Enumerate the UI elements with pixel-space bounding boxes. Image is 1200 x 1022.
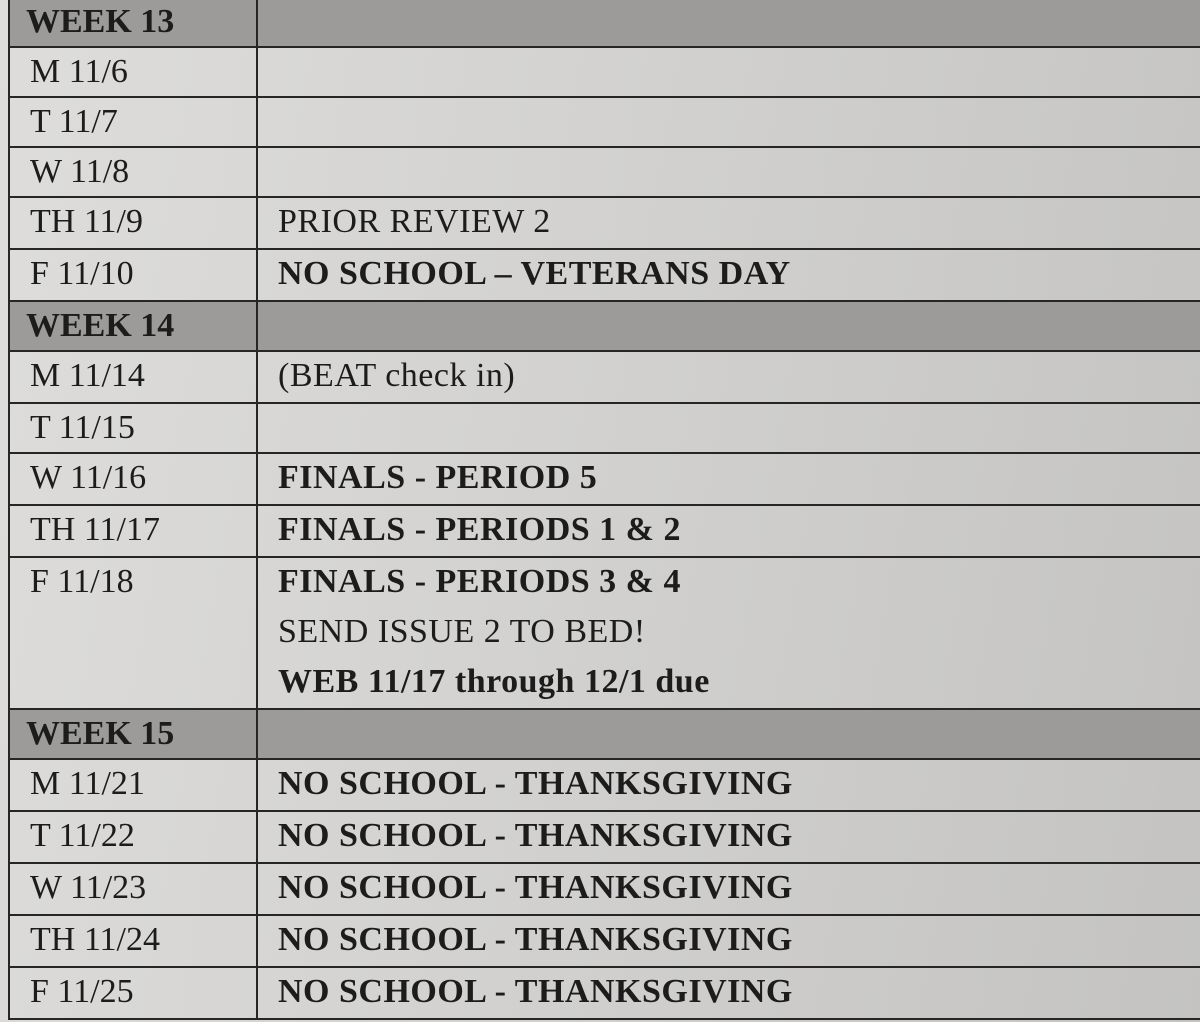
event-text: NO SCHOOL - THANKSGIVING bbox=[278, 921, 793, 958]
day-row bbox=[9, 97, 1200, 147]
day-row bbox=[9, 759, 1200, 811]
event-text: FINALS - PERIODS 1 & 2 bbox=[278, 511, 681, 548]
day-events bbox=[257, 505, 1200, 557]
day-events bbox=[257, 453, 1200, 505]
day-row bbox=[9, 197, 1200, 249]
day-row bbox=[9, 863, 1200, 915]
event-text: NO SCHOOL - THANKSGIVING bbox=[278, 765, 793, 802]
day-date: W 11/16 bbox=[9, 453, 257, 505]
day-events bbox=[257, 403, 1200, 453]
week-header-blank bbox=[257, 709, 1200, 759]
schedule-table bbox=[8, 0, 1200, 1020]
day-events bbox=[257, 147, 1200, 197]
event-text: NO SCHOOL - THANKSGIVING bbox=[278, 973, 793, 1010]
day-events bbox=[257, 915, 1200, 967]
day-date: F 11/18 bbox=[9, 557, 257, 709]
day-date: F 11/25 bbox=[9, 967, 257, 1019]
week-label: WEEK 13 bbox=[9, 0, 257, 47]
week-header-row bbox=[9, 709, 1200, 759]
day-date: TH 11/17 bbox=[9, 505, 257, 557]
day-date: TH 11/9 bbox=[9, 197, 257, 249]
event-text: FINALS - PERIOD 5 bbox=[278, 459, 598, 496]
day-row bbox=[9, 351, 1200, 403]
day-events bbox=[257, 351, 1200, 403]
day-row bbox=[9, 249, 1200, 301]
day-row bbox=[9, 147, 1200, 197]
event-text: PRIOR REVIEW 2 bbox=[278, 203, 551, 240]
day-events bbox=[257, 557, 1200, 709]
day-events bbox=[257, 97, 1200, 147]
week-header-blank bbox=[257, 0, 1200, 47]
day-date: M 11/21 bbox=[9, 759, 257, 811]
day-events bbox=[257, 863, 1200, 915]
day-date: TH 11/24 bbox=[9, 915, 257, 967]
day-row bbox=[9, 967, 1200, 1019]
day-row bbox=[9, 47, 1200, 97]
event-text: NO SCHOOL – VETERANS DAY bbox=[278, 255, 791, 292]
day-date: T 11/7 bbox=[9, 97, 257, 147]
day-date: M 11/6 bbox=[9, 47, 257, 97]
day-events bbox=[257, 967, 1200, 1019]
day-date: W 11/8 bbox=[9, 147, 257, 197]
day-row bbox=[9, 403, 1200, 453]
day-row bbox=[9, 557, 1200, 709]
day-row bbox=[9, 915, 1200, 967]
event-text: (BEAT check in) bbox=[278, 357, 516, 394]
week-header-row bbox=[9, 301, 1200, 351]
event-text: WEB 11/17 through 12/1 due bbox=[278, 663, 710, 700]
event-text: NO SCHOOL - THANKSGIVING bbox=[278, 817, 793, 854]
event-text: NO SCHOOL - THANKSGIVING bbox=[278, 869, 793, 906]
day-events bbox=[257, 47, 1200, 97]
day-date: F 11/10 bbox=[9, 249, 257, 301]
week-label: WEEK 15 bbox=[9, 709, 257, 759]
event-text: FINALS - PERIODS 3 & 4 bbox=[278, 563, 681, 600]
week-label: WEEK 14 bbox=[9, 301, 257, 351]
day-date: W 11/23 bbox=[9, 863, 257, 915]
day-date: T 11/22 bbox=[9, 811, 257, 863]
day-date: T 11/15 bbox=[9, 403, 257, 453]
day-events bbox=[257, 811, 1200, 863]
week-header-row bbox=[9, 0, 1200, 47]
day-row bbox=[9, 811, 1200, 863]
day-events bbox=[257, 249, 1200, 301]
day-events bbox=[257, 197, 1200, 249]
day-events bbox=[257, 759, 1200, 811]
day-date: M 11/14 bbox=[9, 351, 257, 403]
day-row bbox=[9, 453, 1200, 505]
week-header-blank bbox=[257, 301, 1200, 351]
day-row bbox=[9, 505, 1200, 557]
event-text: SEND ISSUE 2 TO BED! bbox=[278, 613, 646, 650]
